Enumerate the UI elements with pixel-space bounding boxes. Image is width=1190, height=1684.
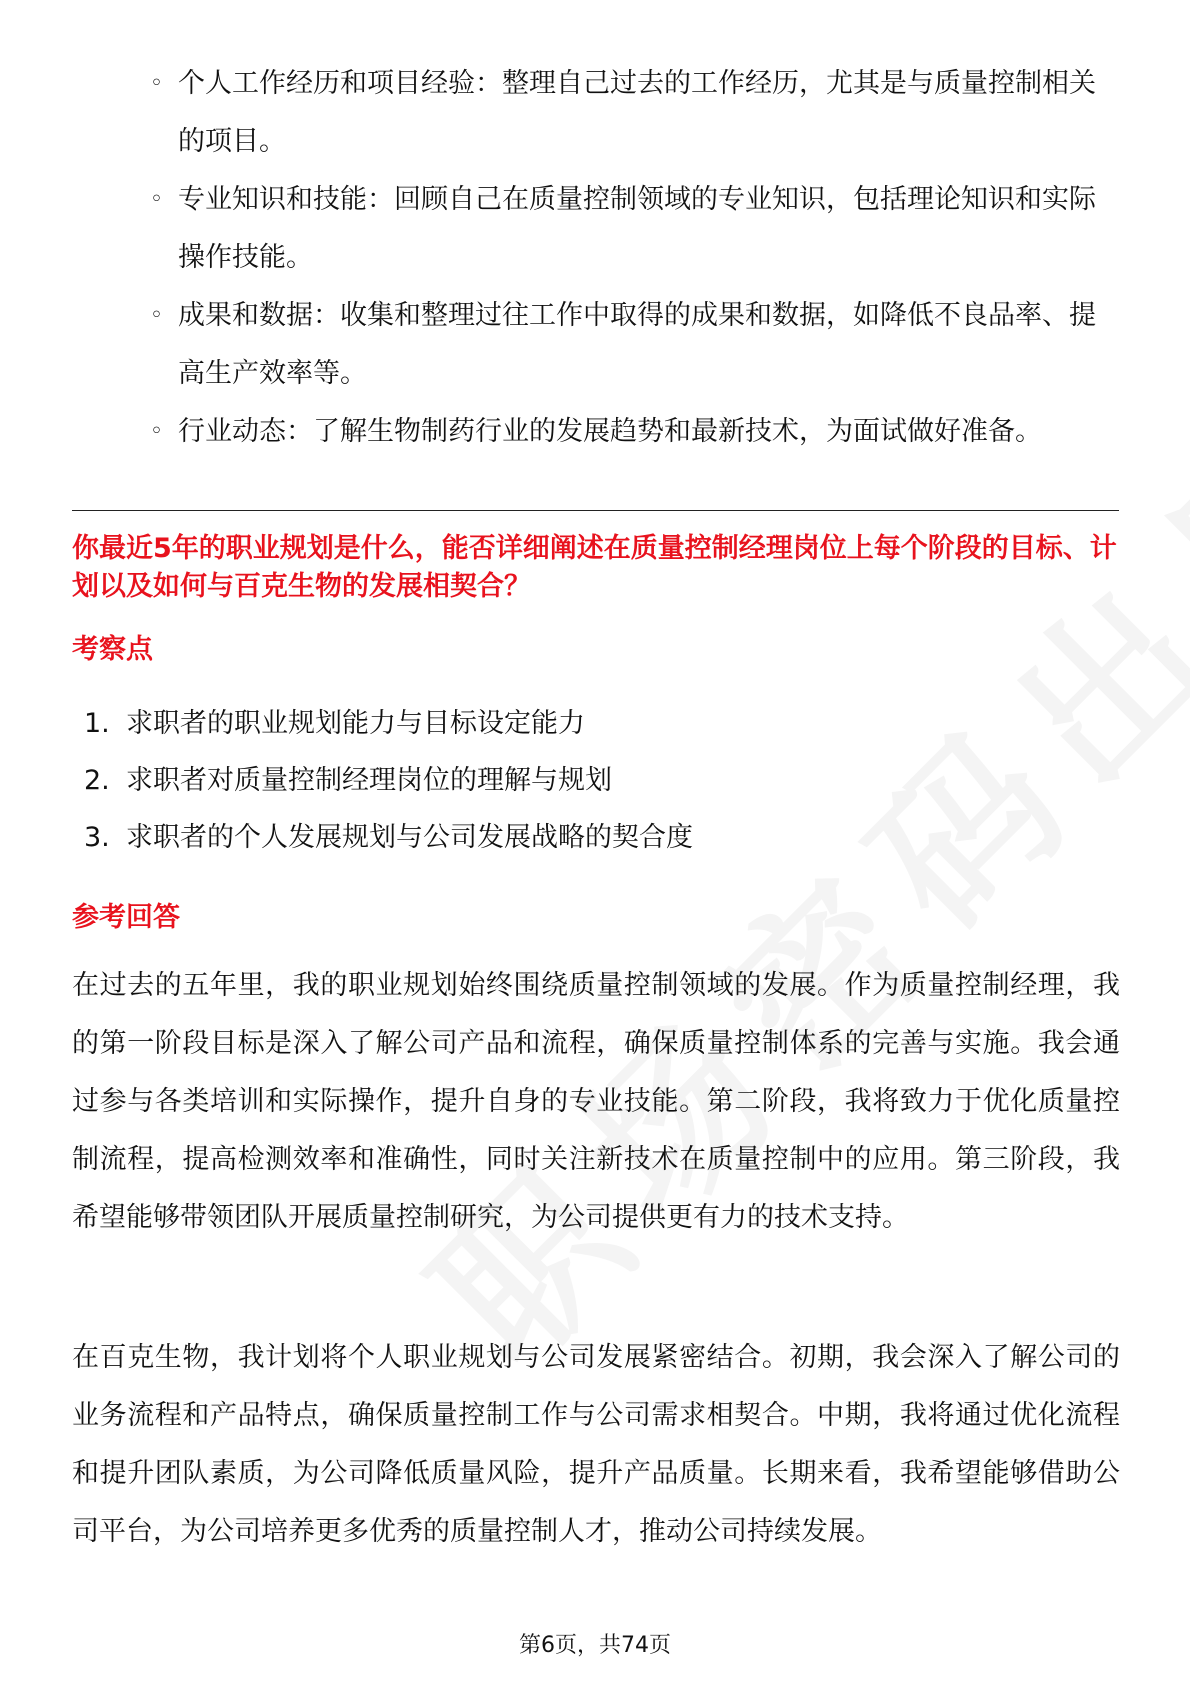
page-number: 第6页，共74页 [519,1633,671,1658]
bullet-item [150,287,1110,403]
focus-list [84,695,693,866]
focus-heading: 考察点 [72,634,153,665]
focus-item-text: 求职者的个人发展规划与公司发展战略的契合度 [126,822,693,853]
focus-item-number: 1. [84,708,110,739]
bullet-text: 行业动态：了解生物制药行业的发展趋势和最新技术，为面试做好准备。 [178,416,1042,447]
answer-paragraph: 在百克生物，我计划将个人职业规划与公司发展紧密结合。初期，我会深入了解公司的业务流程和产品特点，确保质量控制工作与公司需求相契合。中期，我将通过优化流程和提升团队素质，为公司降低质量风险，提升产品质量。长期来看，我希望能够借助公司平台，为公司培养更多优秀的质量控制人才，推动公司持续发展。 [72,1342,1120,1547]
focus-item-text: 求职者对质量控制经理岗位的理解与规划 [126,765,612,796]
focus-item-text: 求职者的职业规划能力与目标设定能力 [126,708,585,739]
bullet-circle-icon: ◦ [150,303,163,328]
section-divider [72,510,1119,511]
focus-item [84,695,693,752]
focus-item [84,809,693,866]
answer-paragraph: 在过去的五年里，我的职业规划始终围绕质量控制领域的发展。作为质量控制经理，我的第一阶段目标是深入了解公司产品和流程，确保质量控制体系的完善与实施。我会通过参与各类培训和实际操作，提升自身的专业技能。第二阶段，我将致力于优化质量控制流程，提高检测效率和准确性，同时关注新技术在质量控制中的应用。第三阶段，我希望能够带领团队开展质量控制研究，为公司提供更有力的技术支持。 [72,970,1120,1233]
bullet-circle-icon: ◦ [150,71,163,96]
prep-bullet-list [150,55,1110,461]
bullet-text: 个人工作经历和项目经验：整理自己过去的工作经历，尤其是与质量控制相关的项目。 [178,68,1096,157]
focus-item-number: 3. [84,822,110,853]
bullet-circle-icon: ◦ [150,419,163,444]
bullet-text: 成果和数据：收集和整理过往工作中取得的成果和数据，如降低不良品率、提高生产效率等。 [178,300,1096,389]
focus-item [84,752,693,809]
answer-heading: 参考回答 [72,902,180,933]
bullet-item [150,403,1110,461]
watermark [371,362,1190,1409]
bullet-text: 专业知识和技能：回顾自己在质量控制领域的专业知识，包括理论知识和实际操作技能。 [178,184,1096,273]
interview-question: 你最近5年的职业规划是什么，能否详细阐述在质量控制经理岗位上每个阶段的目标、计划以及如何与百克生物的发展相契合？ [72,533,1117,602]
bullet-circle-icon: ◦ [150,187,163,212]
bullet-item [150,55,1110,171]
bullet-item [150,171,1110,287]
focus-item-number: 2. [84,765,110,796]
